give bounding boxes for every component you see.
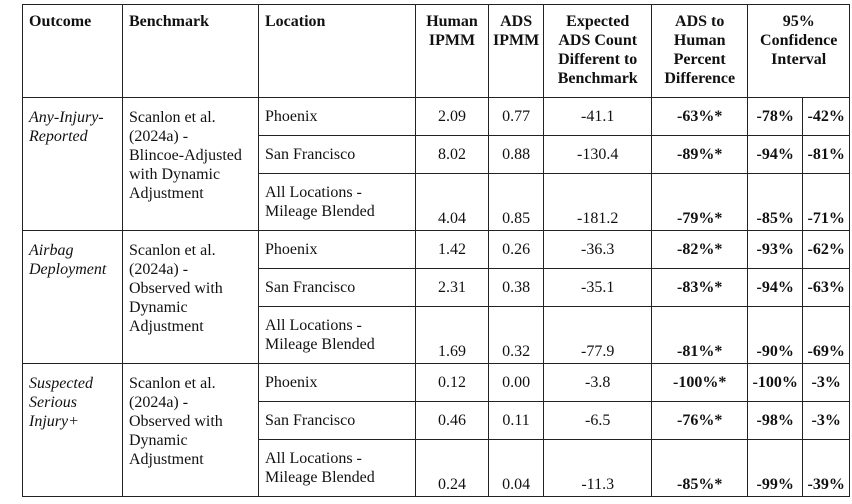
- outcome-cell: Any-Injury- Reported: [23, 98, 123, 231]
- ads-ipmm-cell: 0.00: [489, 364, 544, 402]
- ci-high-cell: -42%: [803, 98, 850, 136]
- ci-high-cell: -63%: [803, 269, 850, 307]
- outcome-cell: Suspected Serious Injury+: [23, 364, 123, 497]
- human-ipmm-cell: 2.31: [416, 269, 489, 307]
- human-ipmm-cell: 0.46: [416, 402, 489, 440]
- ci-high-cell: -81%: [803, 136, 850, 174]
- benchmark-cell: Scanlon et al. (2024a) - Blincoe-Adjusted with Dynamic Adjustment: [123, 98, 259, 231]
- expected-count-cell: -3.8: [544, 364, 652, 402]
- header-location: Location: [259, 5, 416, 98]
- location-cell: San Francisco: [259, 269, 416, 307]
- ci-low-cell: -85%: [748, 174, 803, 231]
- location-cell: Phoenix: [259, 98, 416, 136]
- table-row: [23, 364, 850, 402]
- ads-ipmm-cell: 0.88: [489, 136, 544, 174]
- table-row: [23, 98, 850, 136]
- ci-high-cell: -62%: [803, 231, 850, 269]
- location-cell: Phoenix: [259, 231, 416, 269]
- expected-count-cell: -6.5: [544, 402, 652, 440]
- human-ipmm-cell: 1.42: [416, 231, 489, 269]
- human-ipmm-cell: 0.12: [416, 364, 489, 402]
- human-ipmm-cell: 1.69: [416, 307, 489, 364]
- ads-ipmm-cell: 0.26: [489, 231, 544, 269]
- expected-count-cell: -41.1: [544, 98, 652, 136]
- human-ipmm-cell: 8.02: [416, 136, 489, 174]
- percent-difference-cell: -82%*: [652, 231, 748, 269]
- ci-low-cell: -78%: [748, 98, 803, 136]
- benchmark-cell: Scanlon et al. (2024a) - Observed with Dynamic Adjustment: [123, 364, 259, 497]
- ads-ipmm-cell: 0.11: [489, 402, 544, 440]
- ci-low-cell: -93%: [748, 231, 803, 269]
- ci-low-cell: -94%: [748, 136, 803, 174]
- ads-ipmm-cell: 0.38: [489, 269, 544, 307]
- header-human-ipmm: Human IPMM: [416, 5, 489, 98]
- location-cell: San Francisco: [259, 402, 416, 440]
- header-confidence-interval: 95% Confidence Interval: [748, 5, 850, 98]
- ci-low-cell: -98%: [748, 402, 803, 440]
- ci-high-cell: -39%: [803, 440, 850, 497]
- ci-high-cell: -3%: [803, 364, 850, 402]
- location-cell: All Locations - Mileage Blended: [259, 440, 416, 497]
- ci-high-cell: -69%: [803, 307, 850, 364]
- expected-count-cell: -35.1: [544, 269, 652, 307]
- ci-low-cell: -94%: [748, 269, 803, 307]
- results-table: [22, 4, 850, 497]
- ci-low-cell: -99%: [748, 440, 803, 497]
- ci-high-cell: -71%: [803, 174, 850, 231]
- ads-ipmm-cell: 0.85: [489, 174, 544, 231]
- location-cell: Phoenix: [259, 364, 416, 402]
- header-benchmark: Benchmark: [123, 5, 259, 98]
- expected-count-cell: -130.4: [544, 136, 652, 174]
- ads-ipmm-cell: 0.32: [489, 307, 544, 364]
- header-expected-ads-count: Expected ADS Count Different to Benchmark: [544, 5, 652, 98]
- ci-low-cell: -100%: [748, 364, 803, 402]
- ci-low-cell: -90%: [748, 307, 803, 364]
- location-cell: All Locations - Mileage Blended: [259, 174, 416, 231]
- header-row: [23, 5, 850, 98]
- percent-difference-cell: -76%*: [652, 402, 748, 440]
- percent-difference-cell: -85%*: [652, 440, 748, 497]
- human-ipmm-cell: 0.24: [416, 440, 489, 497]
- location-cell: All Locations - Mileage Blended: [259, 307, 416, 364]
- percent-difference-cell: -89%*: [652, 136, 748, 174]
- expected-count-cell: -36.3: [544, 231, 652, 269]
- human-ipmm-cell: 2.09: [416, 98, 489, 136]
- percent-difference-cell: -81%*: [652, 307, 748, 364]
- header-outcome: Outcome: [23, 5, 123, 98]
- percent-difference-cell: -100%*: [652, 364, 748, 402]
- ads-ipmm-cell: 0.77: [489, 98, 544, 136]
- percent-difference-cell: -83%*: [652, 269, 748, 307]
- benchmark-cell: Scanlon et al. (2024a) - Observed with Dynamic Adjustment: [123, 231, 259, 364]
- header-ads-ipmm: ADS IPMM: [489, 5, 544, 98]
- human-ipmm-cell: 4.04: [416, 174, 489, 231]
- expected-count-cell: -11.3: [544, 440, 652, 497]
- ci-high-cell: -3%: [803, 402, 850, 440]
- header-percent-difference: ADS to Human Percent Difference: [652, 5, 748, 98]
- expected-count-cell: -181.2: [544, 174, 652, 231]
- percent-difference-cell: -79%*: [652, 174, 748, 231]
- ads-ipmm-cell: 0.04: [489, 440, 544, 497]
- expected-count-cell: -77.9: [544, 307, 652, 364]
- location-cell: San Francisco: [259, 136, 416, 174]
- table-row: [23, 231, 850, 269]
- percent-difference-cell: -63%*: [652, 98, 748, 136]
- outcome-cell: Airbag Deployment: [23, 231, 123, 364]
